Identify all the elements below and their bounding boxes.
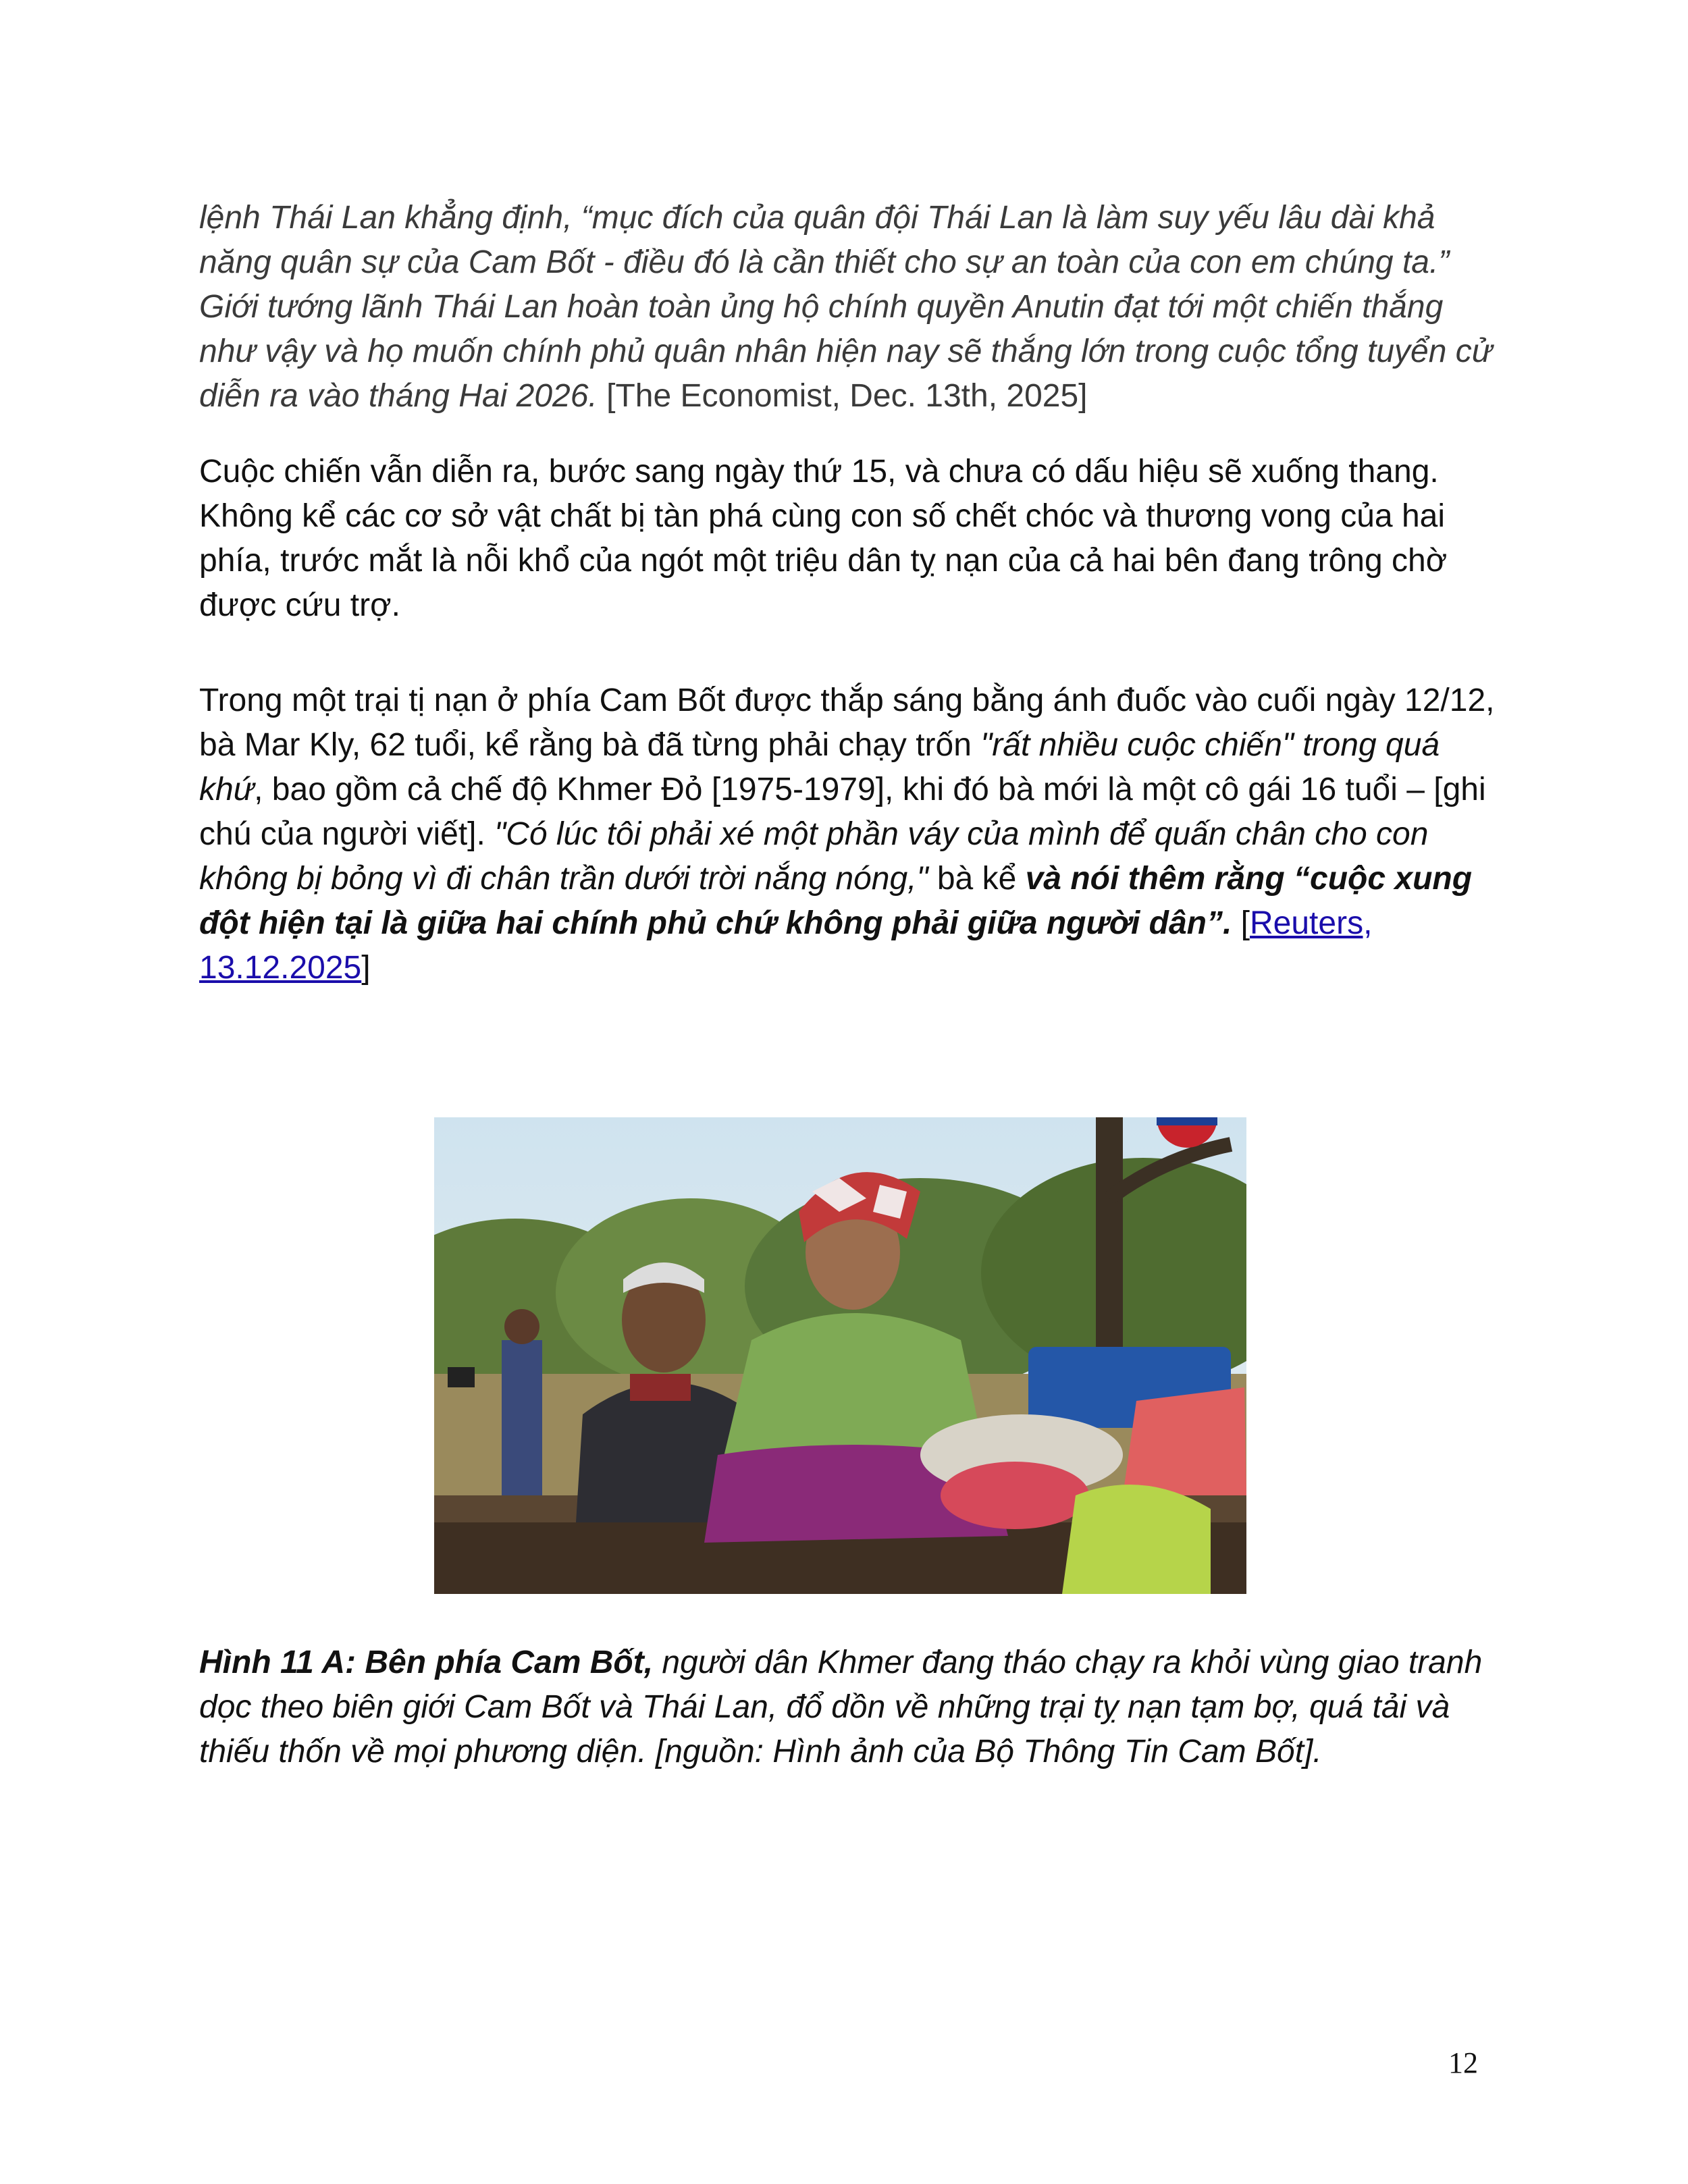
p3-bracket-open: [: [1232, 905, 1250, 941]
war-status-paragraph: Cuộc chiến vẫn diễn ra, bước sang ngày thứ 15, và chưa có dấu hiệu sẽ xuống thang. Không kể các cơ sở vật chất bị tàn phá cùng con số chết chóc và thương vong của hai phía, trước mắt là nỗi khổ của ngót một triệu dân tỵ nạn của cả hai bên đang trông chờ được cứu trợ.: [199, 454, 1448, 623]
p3-quote-1: "rất nhiều cuộc chiến" trong quá khứ: [199, 727, 1440, 807]
p3-text-2: , bao gồm cả chế độ Khmer Đỏ [1975-1979], khi đó bà mới là một cô gái 16 tuổi – [ghi chú của người viết].: [199, 772, 1486, 852]
p3-bold-quote: và nói thêm rằng “cuộc xung đột hiện tại là giữa hai chính phủ chứ không phải giữa người dân”.: [199, 861, 1473, 941]
caption-text: người dân Khmer đang tháo chạy ra khỏi vùng giao tranh dọc theo biên giới Cam Bốt và Thái Lan, đổ dồn về những trại tỵ nạn tạm bợ, quá tải và thiếu thốn về mọi phương diện. [nguồn: Hình ảnh của Bộ Thông Tin Cam Bốt].: [199, 1645, 1483, 1769]
quote-paragraph: [199, 196, 1496, 419]
p3-quote-2: "Có lúc tôi phải xé một phần váy của mình để quấn chân cho con không bị bỏng vì đi chân trần dưới trời nắng nóng,": [199, 816, 1429, 897]
p3-text-3: bà kể: [928, 861, 1026, 897]
page-number: 12: [1448, 2046, 1478, 2079]
quote-source: [The Economist, Dec. 13th, 2025]: [597, 378, 1088, 414]
reuters-link[interactable]: Reuters, 13.12.2025: [199, 905, 1373, 986]
figure-caption: [199, 1641, 1496, 1774]
refugee-photo-illustration: [434, 1117, 1246, 1594]
p3-bracket-close: ]: [361, 950, 371, 986]
quote-italic-text: lệnh Thái Lan khẳng định, “mục đích của quân đội Thái Lan là làm suy yếu lâu dài khả năng quân sự của Cam Bốt - điều đó là cần thiết cho sự an toàn của con em chúng ta.” Giới tướng lãnh Thái Lan hoàn toàn ủng hộ chính quyền Anutin đạt tới một chiến thắng như vậy và họ muốn chính phủ quân nhân hiện nay sẽ thắng lớn trong cuộc tổng tuyển cử diễn ra vào tháng Hai 2026.: [199, 200, 1493, 414]
refugee-camp-paragraph: [199, 678, 1496, 990]
caption-label: Hình 11 A: Bên phía Cam Bốt,: [199, 1645, 654, 1680]
p3-text-1: Trong một trại tị nạn ở phía Cam Bốt được thắp sáng bằng ánh đuốc vào cuối ngày 12/12, bà Mar Kly, 62 tuổi, kể rằng bà đã từng phải chạy trốn: [199, 683, 1495, 763]
refugee-photo: [434, 1117, 1246, 1594]
